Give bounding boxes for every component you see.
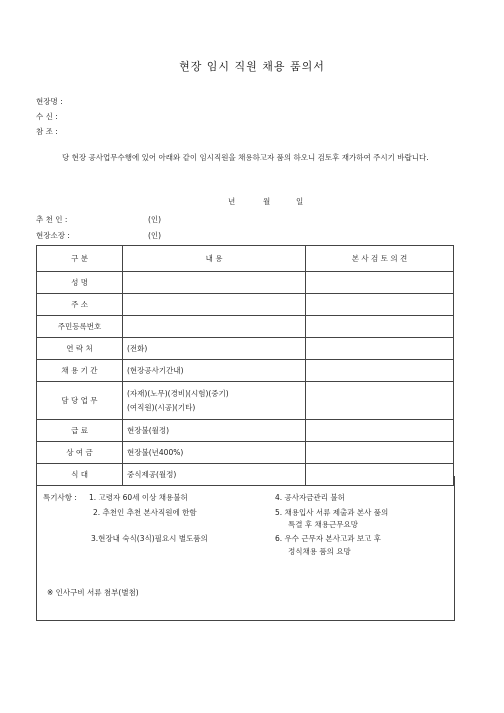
row-content-period[interactable]: (현장공사기간내) bbox=[123, 360, 306, 382]
site-manager-signature bbox=[36, 230, 161, 241]
row-label-bonus: 상 여 금 bbox=[37, 442, 123, 464]
site-manager-label: 현장소장 : bbox=[36, 231, 70, 240]
recipient-label: 수 신 : bbox=[36, 112, 58, 121]
row-label-salary: 급 료 bbox=[37, 420, 123, 442]
table-row bbox=[37, 272, 454, 294]
duty-line-1: (자재)(노무)(경비)(시험)(중기) bbox=[127, 388, 229, 398]
review-cell[interactable] bbox=[306, 272, 454, 294]
table-row bbox=[37, 360, 454, 382]
review-cell[interactable] bbox=[306, 338, 454, 360]
row-content-bonus[interactable]: 현장불(년400%) bbox=[123, 442, 306, 464]
recommender-seal: (인) bbox=[148, 215, 162, 224]
note-2: 2. 추천인 추천 본사직원에 한함 bbox=[93, 508, 197, 517]
row-content-id-number[interactable] bbox=[123, 316, 306, 338]
row-content-salary[interactable]: 현장불(월정) bbox=[123, 420, 306, 442]
note-1: 1. 고령자 60세 이상 채용불허 bbox=[89, 493, 188, 502]
row-label-contact: 연 락 처 bbox=[37, 338, 123, 360]
note-5-continued: 특결 후 채용근무요망 bbox=[288, 520, 358, 529]
note-5: 5. 채용입사 서류 제출과 본사 품의 bbox=[275, 508, 389, 517]
recommender-signature bbox=[36, 214, 161, 225]
table-header-row bbox=[37, 246, 454, 272]
page-title: 현장 임시 직원 채용 품의서 bbox=[179, 60, 325, 73]
date-year: 년 bbox=[228, 197, 236, 206]
review-cell[interactable] bbox=[306, 420, 454, 442]
notes-heading: 특기사항 : bbox=[43, 493, 77, 502]
review-cell[interactable] bbox=[306, 316, 454, 338]
note-3: 3.현장내 숙식(3식)필요시 별도품의 bbox=[91, 534, 208, 543]
row-label-period: 채 용 기 간 bbox=[37, 360, 123, 382]
row-content-name[interactable] bbox=[123, 272, 306, 294]
request-paragraph: 당 현장 공사업무수행에 있어 아래와 같이 임시직원을 채용하고자 품의 하오니 검토후 재가하여 주시기 바랍니다. bbox=[62, 153, 429, 162]
note-6: 6. 우수 근무자 본사고과 보고 후 bbox=[275, 534, 382, 543]
special-notes-box bbox=[36, 476, 455, 621]
hiring-form-table bbox=[36, 245, 454, 486]
date-month: 월 bbox=[263, 197, 271, 206]
review-cell[interactable] bbox=[306, 382, 454, 420]
table-row bbox=[37, 420, 454, 442]
table-row bbox=[37, 442, 454, 464]
table-row bbox=[37, 316, 454, 338]
review-cell[interactable] bbox=[306, 360, 454, 382]
header-review: 본 사 검 토 의 견 bbox=[306, 246, 454, 272]
row-content-meal[interactable]: 중식제공(월정) bbox=[123, 464, 306, 486]
table-row bbox=[37, 382, 454, 420]
review-cell[interactable] bbox=[306, 294, 454, 316]
date-day: 일 bbox=[296, 197, 304, 206]
reference-label: 참 조 : bbox=[36, 127, 58, 136]
table-row bbox=[37, 338, 454, 360]
header-category: 구 분 bbox=[37, 246, 123, 272]
row-label-id-number: 주민등록번호 bbox=[37, 316, 123, 338]
header-content: 내 용 bbox=[123, 246, 306, 272]
site-manager-seal: (인) bbox=[148, 231, 162, 240]
row-content-contact[interactable]: (전화) bbox=[123, 338, 306, 360]
recommender-label: 추 천 인 : bbox=[36, 215, 68, 224]
note-6-continued: 정식채용 품의 요망 bbox=[288, 547, 351, 556]
attachment-note: ※ 인사구비 서류 첨부(별첨) bbox=[47, 588, 139, 597]
note-4: 4. 공사자금관리 불허 bbox=[275, 493, 345, 502]
row-label-address: 주 소 bbox=[37, 294, 123, 316]
site-name-label: 현장명 : bbox=[36, 97, 63, 106]
row-label-meal: 식 대 bbox=[37, 464, 123, 486]
table-row bbox=[37, 294, 454, 316]
review-cell[interactable] bbox=[306, 442, 454, 464]
row-content-duty[interactable] bbox=[123, 382, 306, 420]
row-label-duty: 담 당 업 무 bbox=[37, 382, 123, 420]
duty-line-2: (여직원)(시공)(기타) bbox=[127, 402, 196, 412]
row-label-name: 성 명 bbox=[37, 272, 123, 294]
row-content-address[interactable] bbox=[123, 294, 306, 316]
